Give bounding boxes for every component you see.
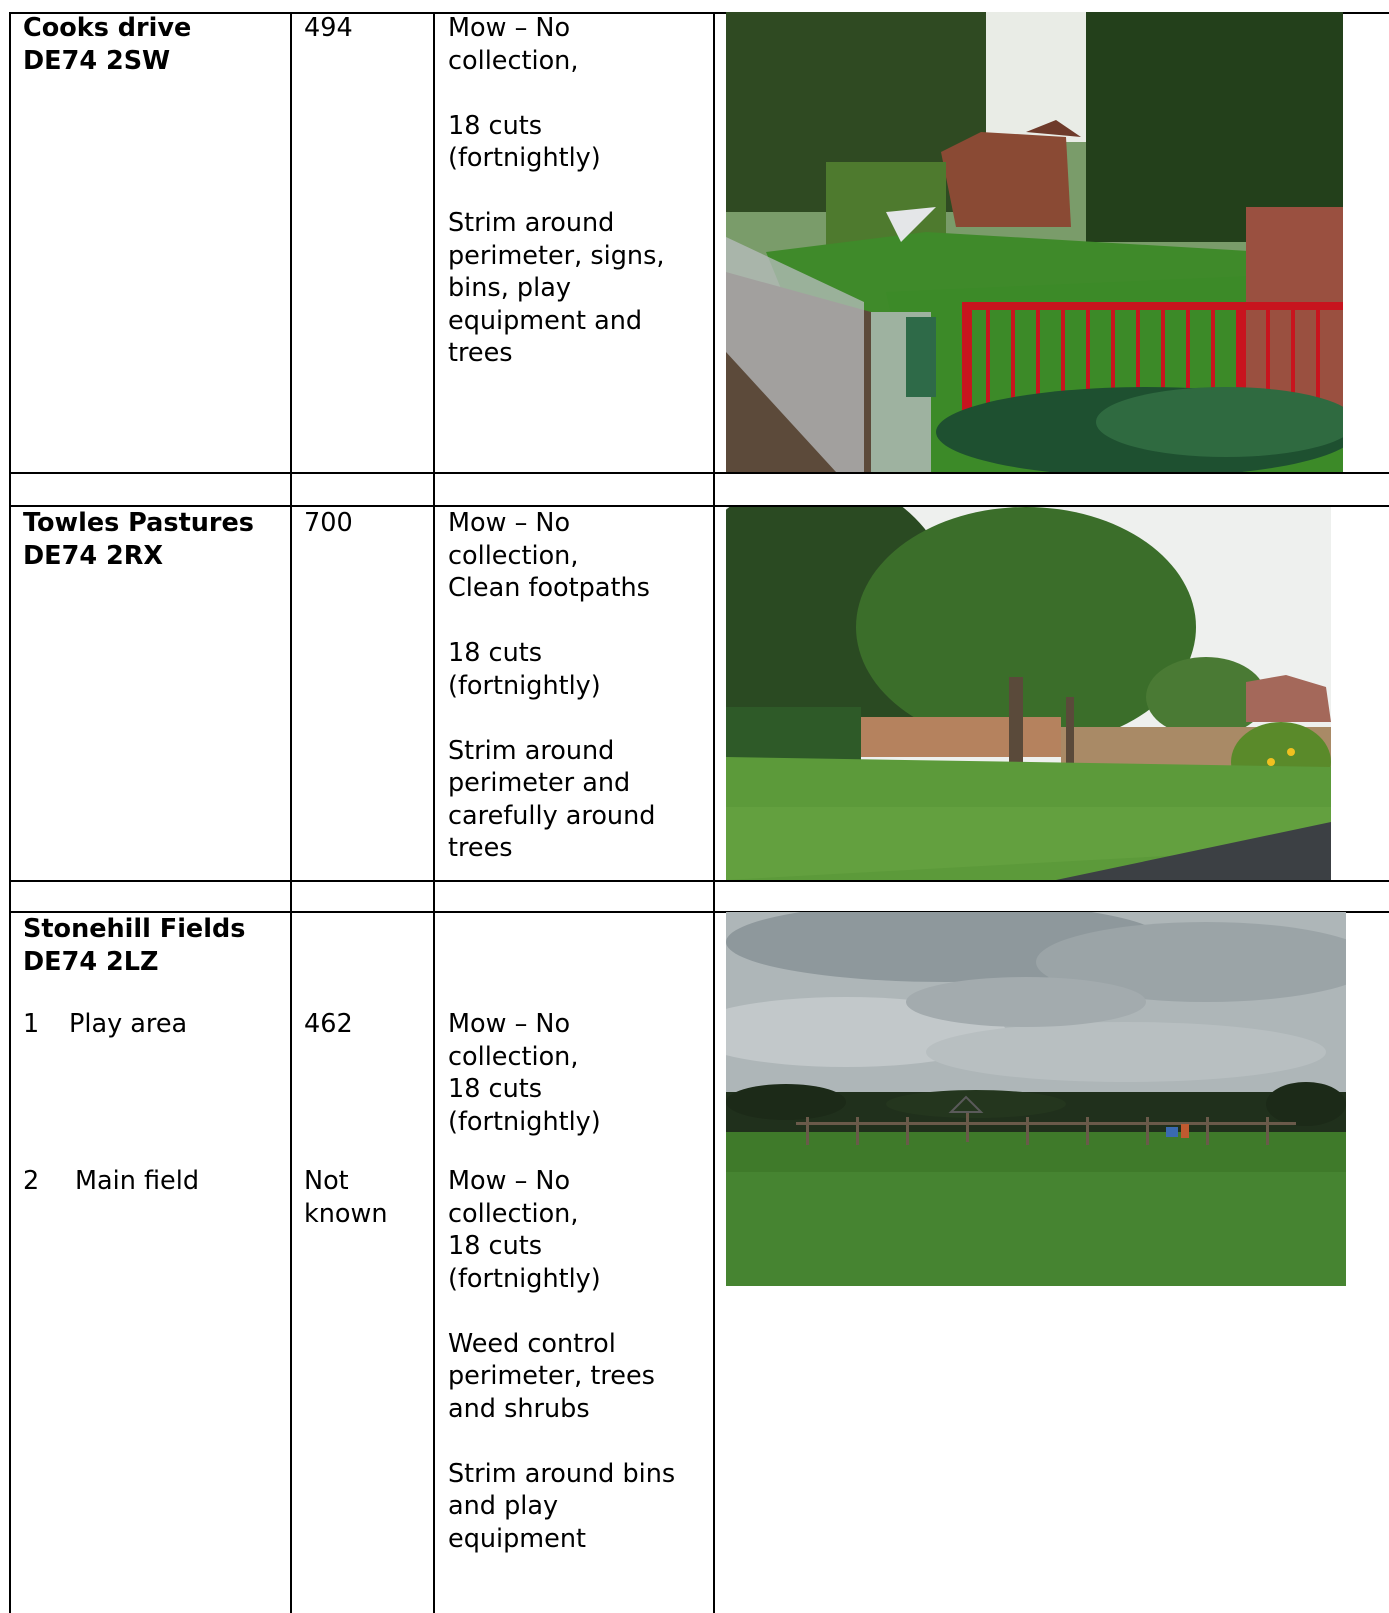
- table-rule: [713, 12, 715, 1613]
- grass-area-with-trees-photo: [726, 507, 1331, 880]
- area-value: 462: [304, 1009, 353, 1039]
- table-rule: [9, 472, 1389, 474]
- site-name: Towles Pastures DE74 2RX: [23, 508, 254, 571]
- site-name: Stonehill Fields DE74 2LZ: [23, 914, 246, 977]
- table-rule: [9, 880, 1389, 882]
- work-description: Mow – No collection, 18 cuts (fortnightly) Weed control perimeter, trees and shrubs Strim around bins and play equipment: [448, 1166, 676, 1554]
- table-rule: [290, 12, 292, 1613]
- area-value: Not known: [304, 1166, 388, 1229]
- sub-area-number: 2: [23, 1166, 40, 1196]
- work-description: Mow – No collection, Clean footpaths 18 cuts (fortnightly) Strim around perimeter and carefully around trees: [448, 508, 656, 863]
- area-value: 494: [304, 13, 353, 43]
- open-field-under-cloudy-sky-photo: [726, 912, 1346, 1286]
- sub-area-name: Play area: [69, 1009, 188, 1039]
- maintenance-schedule-table: [9, 12, 1389, 1613]
- work-description: Mow – No collection, 18 cuts (fortnightly) Strim around perimeter, signs, bins, play equipment and trees: [448, 13, 665, 368]
- table-rule: [9, 12, 11, 1613]
- area-value: 700: [304, 508, 353, 538]
- play-area-with-red-gate-photo: [726, 12, 1343, 472]
- table-rule: [433, 12, 435, 1613]
- sub-area-number: 1: [23, 1009, 40, 1039]
- site-name: Cooks drive DE74 2SW: [23, 13, 192, 76]
- work-description: Mow – No collection, 18 cuts (fortnightly): [448, 1009, 601, 1137]
- sub-area-name: Main field: [75, 1166, 200, 1196]
